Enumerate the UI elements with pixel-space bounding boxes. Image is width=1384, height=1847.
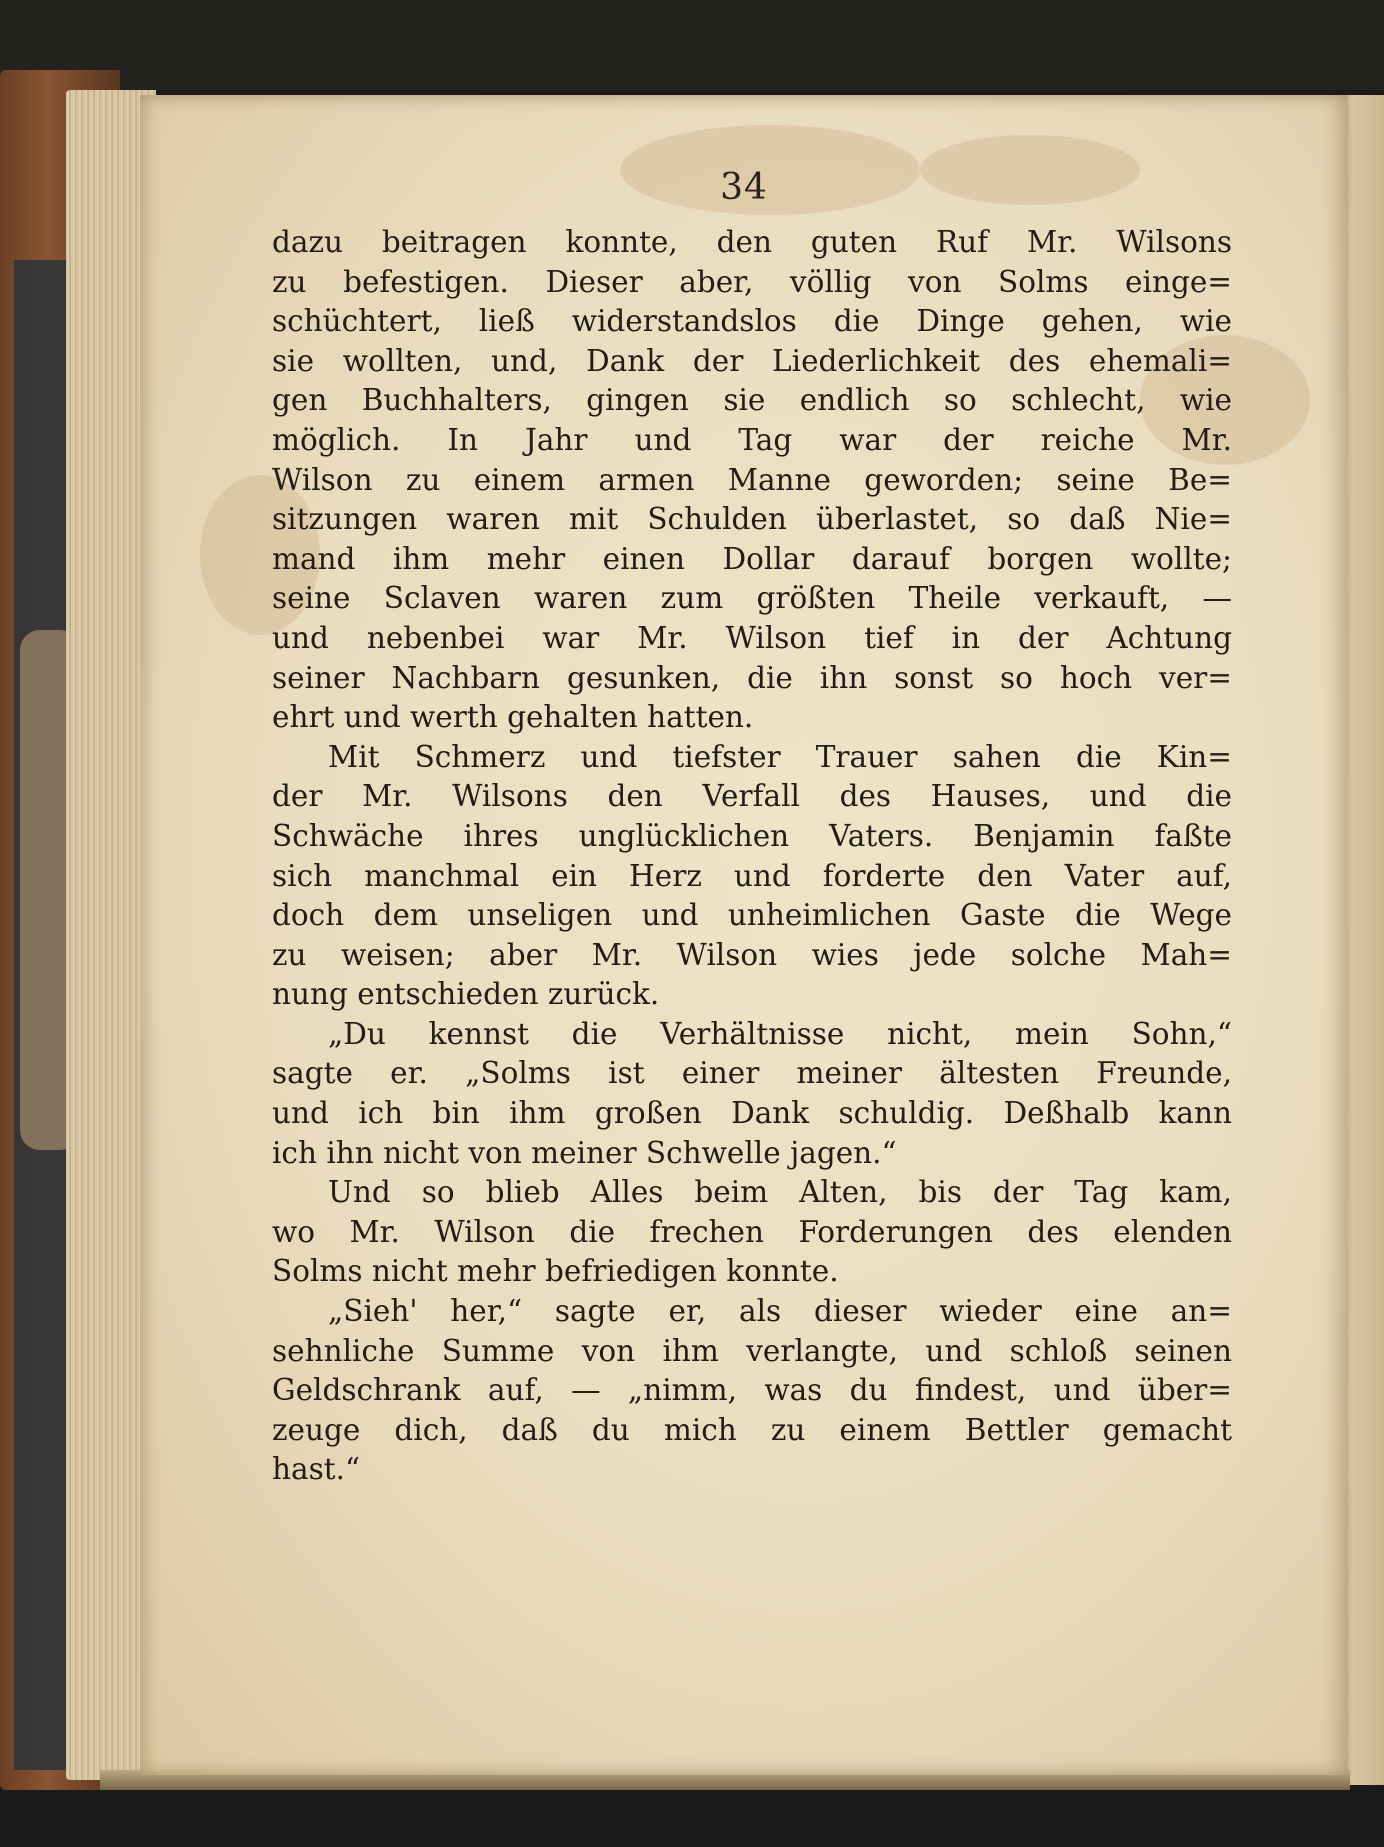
text-line: Mit Schmerz und tiefster Trauer sahen die Kin=: [328, 739, 1232, 774]
text-line: Wilson zu einem armen Manne geworden; seine Be=: [272, 462, 1232, 497]
text-line: möglich. In Jahr und Tag war der reiche Mr.: [272, 422, 1232, 457]
text-line: der Mr. Wilsons den Verfall des Hauses, und die: [272, 779, 1232, 814]
book-page: [140, 95, 1348, 1775]
background-top: [0, 0, 1384, 90]
text-line: sich manchmal ein Herz und forderte den Vater auf,: [272, 858, 1232, 893]
text-line: zu befestigen. Dieser aber, völlig von Solms einge=: [272, 264, 1232, 299]
text-line: dazu beitragen konnte, den guten Ruf Mr. Wilsons: [272, 225, 1232, 259]
text-line: doch dem unseligen und unheimlichen Gaste die Wege: [272, 898, 1232, 933]
text-line: gen Buchhalters, gingen sie endlich so schlecht, wie: [272, 383, 1232, 418]
page-text: [272, 223, 1232, 1490]
text-line: Schwäche ihres unglücklichen Vaters. Benjamin faßte: [272, 818, 1232, 853]
text-line: hast.“: [272, 1452, 361, 1487]
text-line: zu weisen; aber Mr. Wilson wies jede solche Mah=: [272, 937, 1232, 972]
text-line: sitzungen waren mit Schulden überlastet, so daß Nie=: [272, 502, 1232, 537]
page-number: 34: [720, 167, 768, 208]
text-line: sie wollten, und, Dank der Liederlichkeit des ehemali=: [272, 343, 1232, 378]
text-line: nung entschieden zurück.: [272, 977, 660, 1012]
text-line: wo Mr. Wilson die frechen Forderungen des elenden: [272, 1214, 1232, 1249]
text-line: seine Sclaven waren zum größten Theile verkauft, —: [272, 581, 1232, 616]
text-line: sagte er. „Solms ist einer meiner ältesten Freunde,: [272, 1056, 1232, 1091]
text-line: ehrt und werth gehalten hatten.: [272, 700, 754, 735]
text-line: Geldschrank auf, — „nimm, was du findest, und über=: [272, 1373, 1232, 1408]
text-line: sehnliche Summe von ihm verlangte, und schloß seinen: [272, 1333, 1232, 1368]
text-line: und nebenbei war Mr. Wilson tief in der Achtung: [272, 620, 1232, 655]
text-line: „Du kennst die Verhältnisse nicht, mein Sohn,“: [328, 1016, 1232, 1051]
text-line: zeuge dich, daß du mich zu einem Bettler gemacht: [272, 1412, 1232, 1447]
text-line: und ich bin ihm großen Dank schuldig. Deßhalb kann: [272, 1096, 1232, 1131]
text-line: mand ihm mehr einen Dollar darauf borgen wollte;: [272, 541, 1232, 576]
text-line: Solms nicht mehr befriedigen konnte.: [272, 1254, 839, 1289]
text-line: schüchtert, ließ widerstandslos die Dinge gehen, wie: [272, 304, 1232, 339]
text-line: Und so blieb Alles beim Alten, bis der Tag kam,: [328, 1175, 1232, 1210]
text-line: „Sieh' her,“ sagte er, als dieser wieder eine an=: [328, 1294, 1232, 1329]
text-line: seiner Nachbarn gesunken, die ihn sonst so hoch ver=: [272, 660, 1232, 695]
text-line: ich ihn nicht von meiner Schwelle jagen.“: [272, 1135, 897, 1170]
